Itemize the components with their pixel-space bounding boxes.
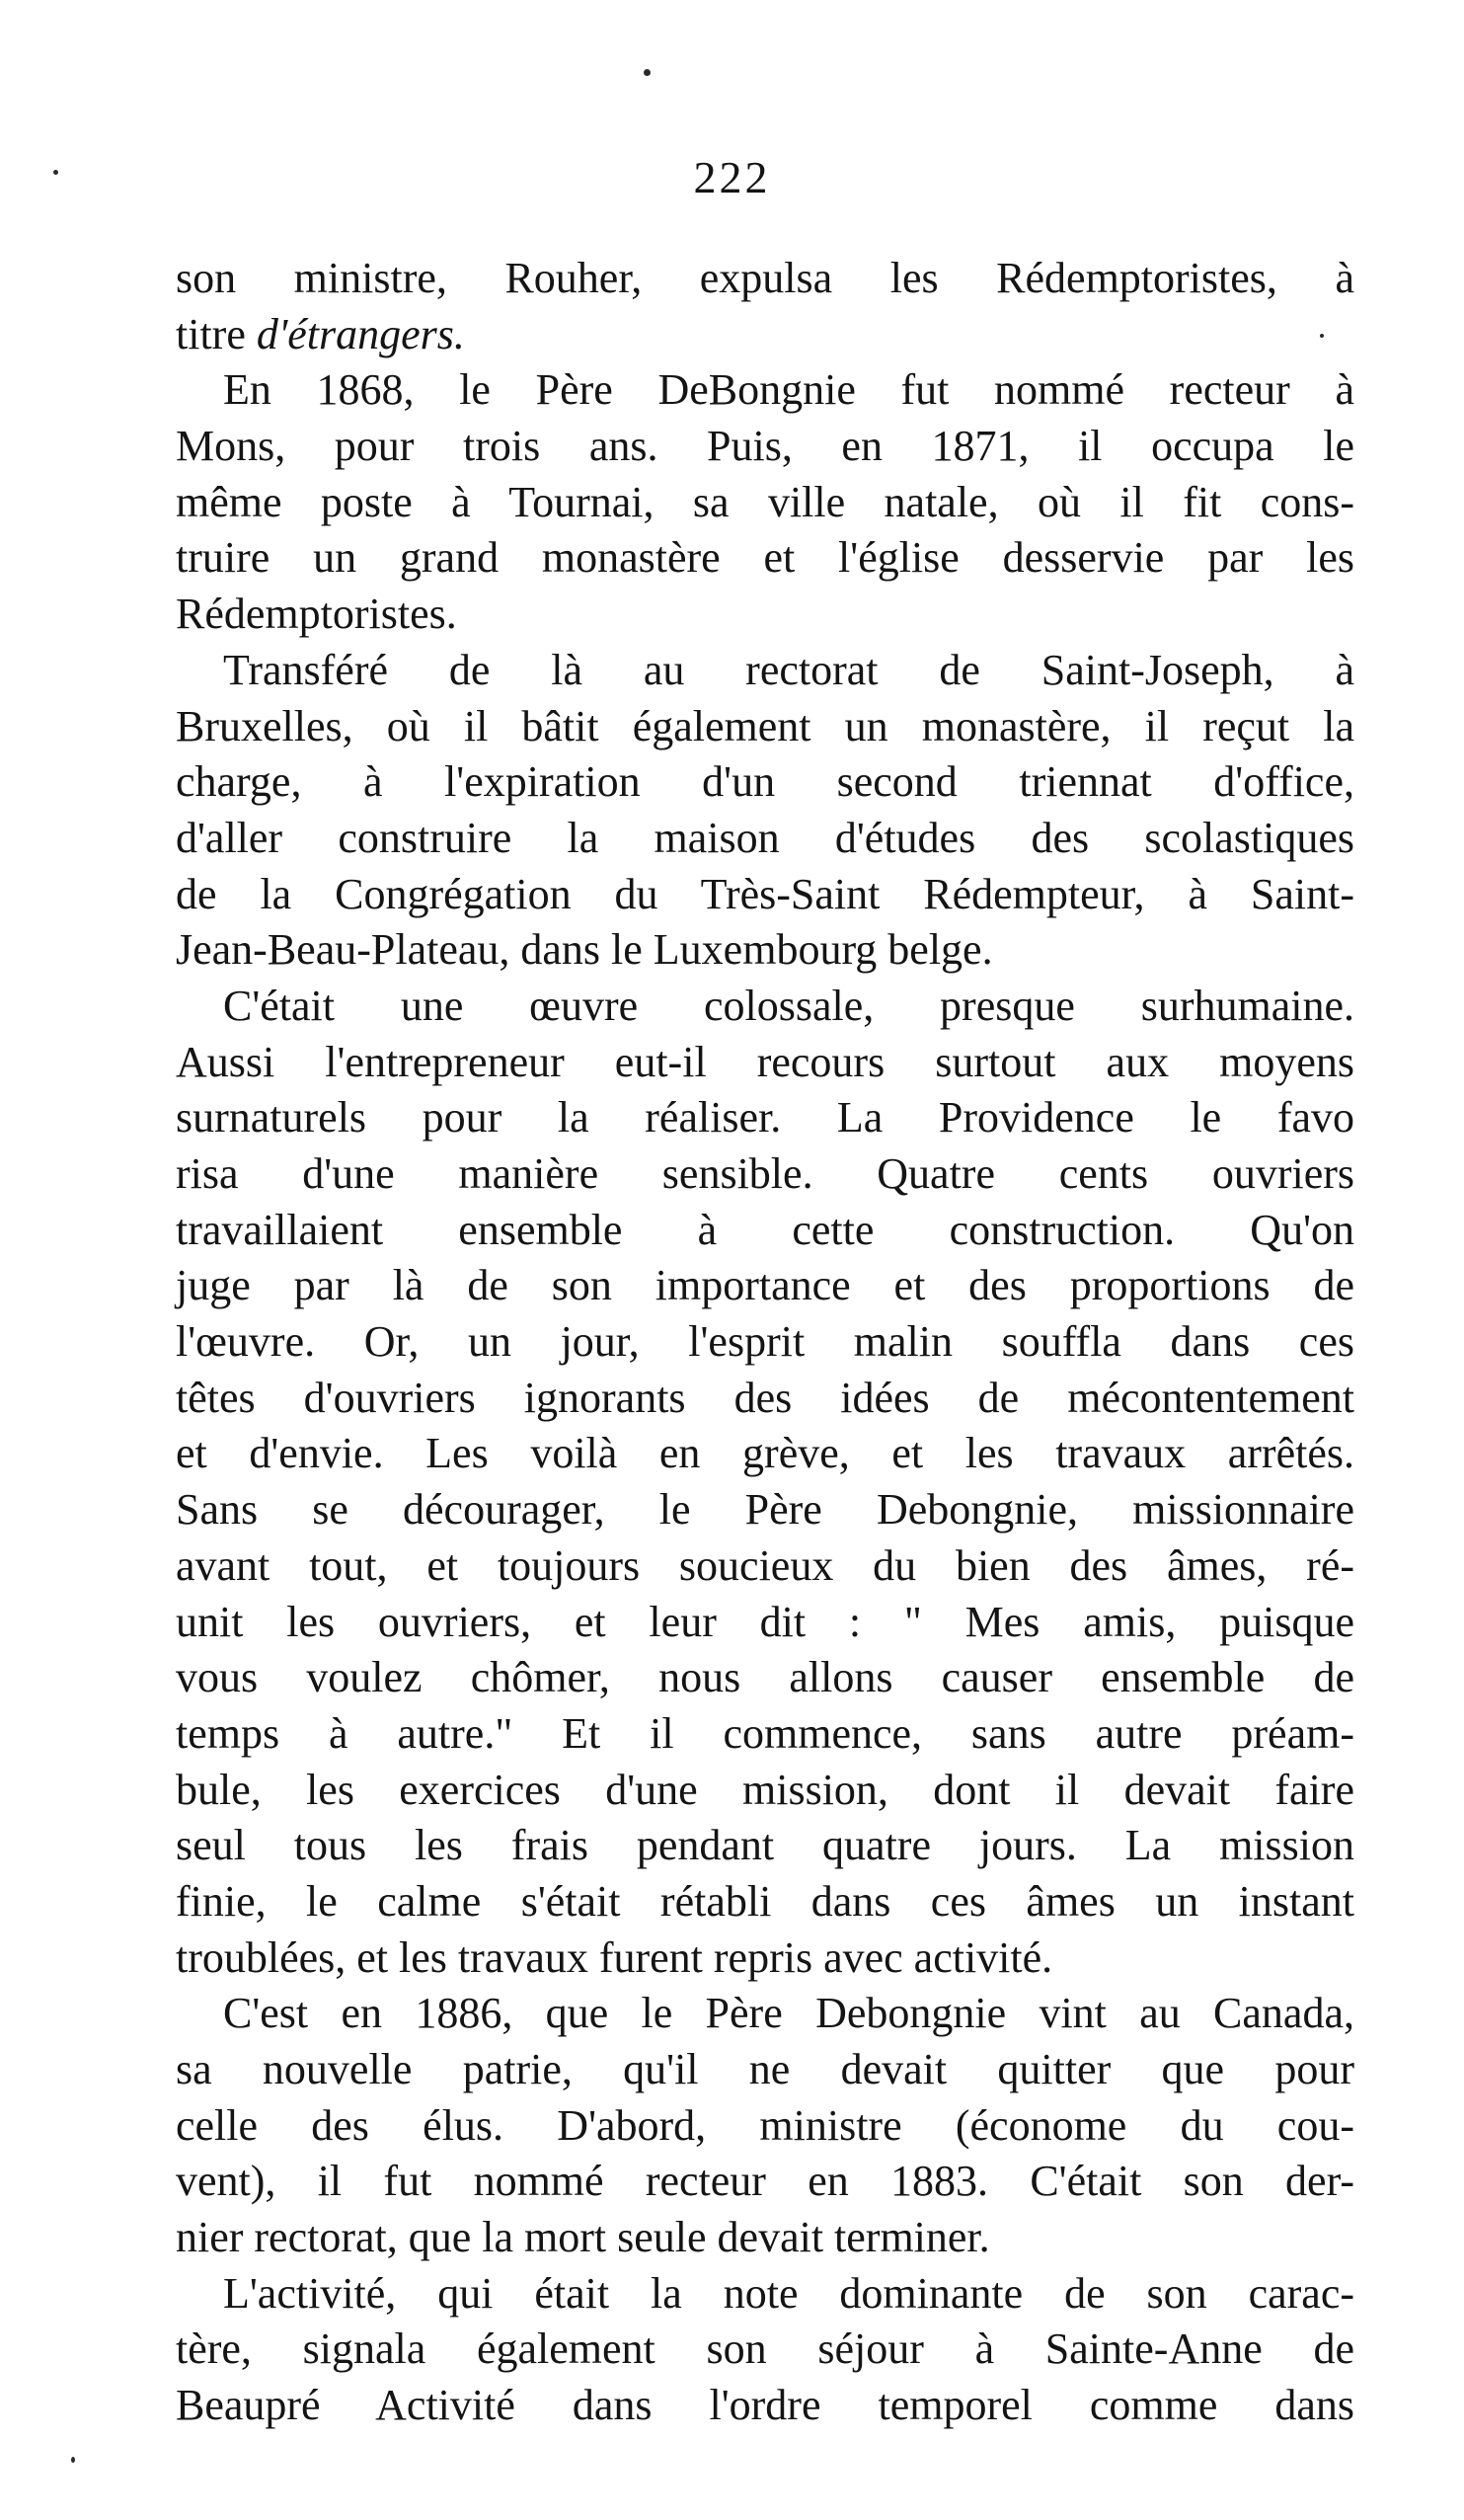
text-line-content: même poste à Tournai, sa ville natale, où il fit cons- [176, 477, 1354, 526]
ink-speck [644, 69, 651, 76]
text-line [176, 1650, 1354, 1706]
text-line-content: nier rectorat, que la mort seule devait terminer. [176, 2213, 990, 2262]
text-line-content: son ministre, Rouher, expulsa les Rédemptoristes, à [176, 254, 1354, 302]
text-line [176, 1595, 1354, 1651]
text-line [176, 2154, 1354, 2210]
text-line [176, 362, 1354, 419]
text-line-content: C'était une œuvre colossale, presque surhumaine. [223, 981, 1354, 1030]
text-line-content: finie, le calme s'était rétabli dans ces âmes un instant [176, 1876, 1354, 1926]
text-line-content: risa d'une manière sensible. Quatre cents ouvriers [176, 1149, 1354, 1198]
page-number: 222 [693, 152, 771, 202]
text-line [176, 1930, 1354, 1987]
text-line-content: Jean-Beau-Plateau, dans le Luxembourg belge. [176, 925, 993, 975]
text-line [176, 475, 1354, 531]
text-line [176, 1035, 1354, 1091]
text-line [176, 530, 1354, 587]
text-line [176, 2042, 1354, 2098]
text-line-content: Beaupré Activité dans l'ordre temporel comme dans [176, 2381, 1354, 2430]
text-line-content: de la Congrégation du Très-Saint Rédempteur, à Saint- [176, 869, 1354, 918]
ink-speck [71, 2457, 75, 2463]
text-line [176, 1818, 1354, 1874]
text-line-content: vous voulez chômer, nous allons causer ensemble de [176, 1653, 1354, 1702]
text-line-content: têtes d'ouvriers ignorants des idées de mécontentement [176, 1373, 1354, 1422]
text-line-content: et d'envie. Les voilà en grève, et les travaux arrêtés. [176, 1429, 1354, 1478]
text-line-content: titre [176, 309, 257, 358]
text-line [176, 1986, 1354, 2042]
text-line [176, 251, 1354, 307]
body-text [176, 251, 1354, 2434]
text-line [176, 587, 1354, 643]
text-line-content: charge, à l'expiration d'un second triennat d'office, [176, 757, 1354, 807]
text-line [176, 979, 1354, 1035]
text-line [176, 419, 1354, 475]
text-line-content: En 1868, le Père DeBongnie fut nommé recteur à [223, 365, 1354, 415]
text-line-content: l'œuvre. Or, un jour, l'esprit malin souffla dans ces [176, 1317, 1354, 1367]
text-line [176, 2378, 1354, 2434]
text-line-content: troublées, et les travaux furent repris avec activité. [176, 1932, 1053, 1982]
italic-phrase: d'étrangers. [256, 309, 465, 358]
text-line-content: surnaturels pour la réaliser. La Providence le favo [176, 1093, 1354, 1142]
text-line [176, 1482, 1354, 1538]
text-line [176, 1146, 1354, 1203]
text-line [176, 754, 1354, 811]
text-line-content: d'aller construire la maison d'études des scolastiques [176, 813, 1354, 862]
text-line [176, 1090, 1354, 1146]
text-line-content: bule, les exercices d'une mission, dont il devait faire [176, 1765, 1354, 1814]
text-line [176, 1371, 1354, 1427]
text-line [176, 699, 1354, 755]
text-line-content: sa nouvelle patrie, qu'il ne devait quitter que pour [176, 2045, 1354, 2093]
text-line-content: seul tous les frais pendant quatre jours. La mission [176, 1821, 1354, 1870]
text-line [176, 1314, 1354, 1371]
text-line [176, 307, 1354, 363]
text-line [176, 643, 1354, 699]
text-line-content: avant tout, et toujours soucieux du bien des âmes, ré- [176, 1540, 1354, 1590]
text-line [176, 2322, 1354, 2378]
text-line-content: Transféré de là au rectorat de Saint-Joseph, à [223, 645, 1354, 694]
text-line [176, 1426, 1354, 1482]
text-line [176, 2210, 1354, 2266]
text-line [176, 811, 1354, 867]
text-line-content: tère, signala également son séjour à Sainte-Anne de [176, 2324, 1354, 2374]
text-line-content: Bruxelles, où il bâtit également un monastère, il reçut la [176, 701, 1354, 750]
text-line [176, 922, 1354, 979]
text-line [176, 1538, 1354, 1595]
text-line-content: Sans se décourager, le Père Debongnie, missionnaire [176, 1485, 1354, 1535]
text-line [176, 867, 1354, 923]
text-line-content: Mons, pour trois ans. Puis, en 1871, il occupa le [176, 422, 1354, 471]
text-line-content: vent), il fut nommé recteur en 1883. C'était son der- [176, 2157, 1354, 2206]
text-line [176, 2098, 1354, 2155]
text-line [176, 1706, 1354, 1763]
text-line [176, 1203, 1354, 1259]
text-line [176, 1258, 1354, 1314]
text-line-content: Rédemptoristes. [176, 590, 457, 639]
text-line-content: L'activité, qui était la note dominante de son carac- [223, 2268, 1354, 2318]
text-line-content: celle des élus. D'abord, ministre (économe du cou- [176, 2100, 1354, 2150]
text-line [176, 2266, 1354, 2323]
text-line-content: temps à autre." Et il commence, sans autre préam- [176, 1708, 1354, 1758]
text-line-content: Aussi l'entrepreneur eut-il recours surtout aux moyens [176, 1037, 1354, 1086]
text-line [176, 1874, 1354, 1930]
text-line-content: unit les ouvriers, et leur dit : " Mes amis, puisque [176, 1597, 1354, 1646]
text-line-content: travaillaient ensemble à cette construction. Qu'on [176, 1205, 1354, 1254]
text-line-content: juge par là de son importance et des proportions de [176, 1261, 1354, 1310]
text-line-content: truire un grand monastère et l'église desservie par les [176, 533, 1354, 583]
text-line-content: C'est en 1886, que le Père Debongnie vint au Canada, [223, 1989, 1354, 2038]
text-line [176, 1763, 1354, 1819]
